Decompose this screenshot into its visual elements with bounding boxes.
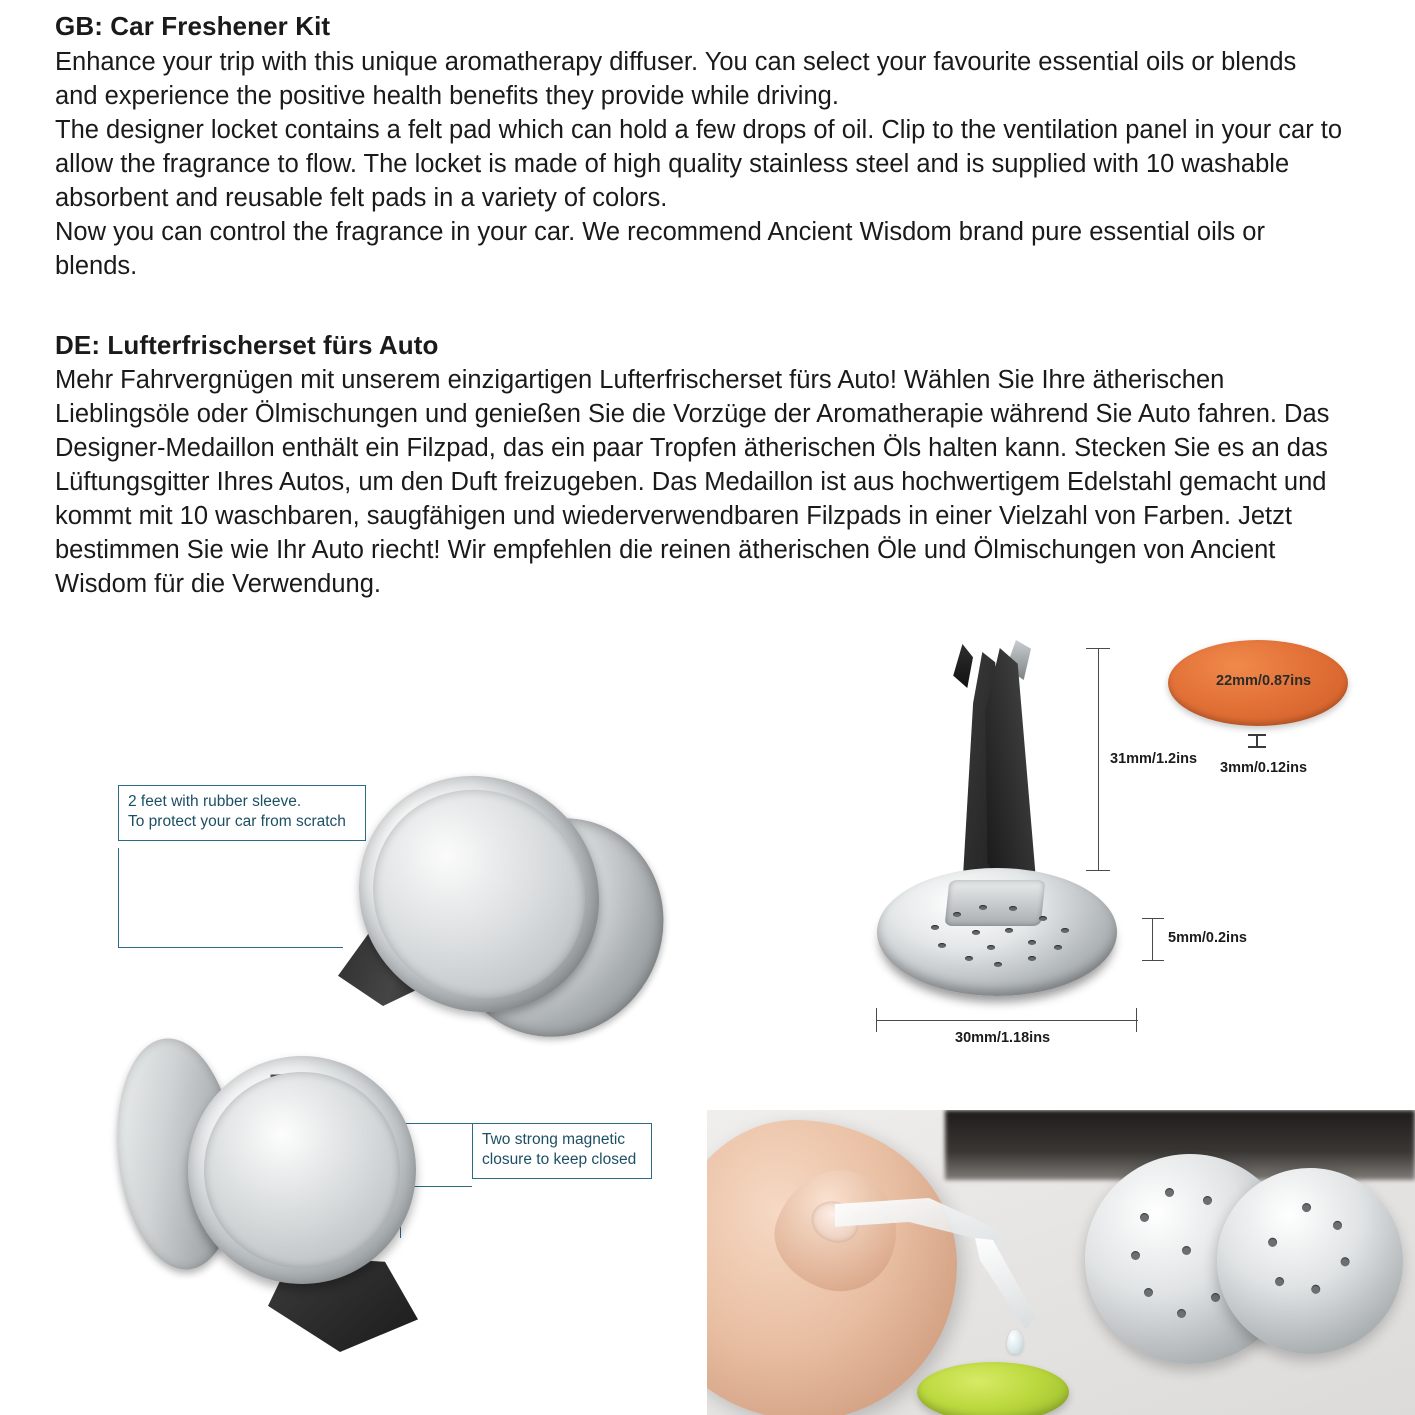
perforation-holes-group [366,787,593,1002]
figure-open-locket [100,1020,460,1400]
pipette-tip [975,1238,1057,1330]
dimension-diameter-label: 30mm/1.18ins [955,1030,1051,1046]
locket-bowl-holes [210,1078,394,1262]
callout-magnetic-closure-line-2: closure to keep closed [482,1151,637,1169]
callout-rubber-feet-line-1: 2 feet with rubber sleeve. [128,793,302,810]
dimension-diameter-line [876,1020,1138,1021]
dimension-diameter-tick-right [1136,1008,1137,1032]
dimension-pad-thickness-label: 3mm/0.12ins [1220,760,1308,776]
dimension-thickness-label: 5mm/0.2ins [1168,930,1247,946]
de-section-body [55,363,1345,601]
felt-pad-green [917,1362,1069,1415]
dimension-thickness-line [1152,918,1153,960]
dimension-thickness-tick-bottom [1142,960,1164,961]
section-spacer [55,283,1345,329]
gb-section-title: GB: Car Freshener Kit [55,11,331,41]
stand-tip-left [951,644,973,688]
callout-magnetic-closure-line-1: Two strong magnetic [482,1131,626,1148]
de-section-title: DE: Lufterfrischerset fürs Auto [55,329,439,360]
dimension-height-label: 31mm/1.2ins [1110,751,1198,767]
dimension-pad-diameter-label: 22mm/0.87ins [1216,673,1312,689]
gb-paragraph-1: Enhance your trip with this unique aromatherapy diffuser. You can select your favourite essential oils or blends and experience the positive health benefits they provide while driving. [55,47,1297,110]
oil-droplet [1007,1330,1023,1354]
base-perforation-holes [905,888,1091,980]
dimension-height-tick-top [1086,648,1110,649]
figure-applying-oil [707,1110,1415,1415]
figure-area [0,630,1415,1415]
magnet-bottom [300,1246,322,1261]
callout-rubber-feet-line-2: To protect your car from scratch [128,813,346,831]
blurred-locket-pair [1067,1144,1397,1394]
pipette-dropper [835,1198,1025,1338]
dimension-height-tick-bottom [1086,870,1110,871]
gb-paragraph-2: The designer locket contains a felt pad which can hold a few drops of oil. Clip to the ventilation panel in your car to allow the fragrance to flow. The locket is made of high quality stainless steel and is supplied with 10 washable absorbent and reusable felt pads in a variety of colors. [55,115,1343,212]
de-paragraph-1: Mehr Fahrvergnügen mit unserem einzigartigen Lufterfrischerset fürs Auto! Wählen Sie Ihre ätherischen Lieblingsöle oder Ölmischungen und genießen Sie die Vorzüge der Aromatherapie während Sie Auto fahren. Das Designer-Medaillon enthält ein Filzpad, das ein paar Tropfen ätherischen Öls halten kann. Stecken Sie es an das Lüftungsgitter Ihres Autos, um den Duft freizugeben. Das Medaillon ist aus hochwertigem Edelstahl gemacht und kommt mit 10 waschbaren, saugfähigen und wiederverwendbaren Filzpads in einer Vielzahl von Farben. Jetzt bestimmen Sie wie Ihr Auto riecht! Wir empfehlen die reinen ätherischen Öle und Ölmischungen von Ancient Wisdom für die Verwendung. [55,366,1330,599]
gb-paragraph-3: Now you can control the fragrance in your car. We recommend Ancient Wisdom brand pure essential oils or blends. [55,217,1265,280]
dimension-diameter-tick-left [876,1008,877,1032]
locket-bowl [188,1056,416,1284]
description-text-area [55,10,1345,601]
figure-diffuser-stand [855,630,1185,1050]
dimension-height-line [1098,648,1099,870]
dimension-pad-thickness-marker [1248,734,1266,748]
callout-rubber-feet-leader-vertical [118,848,119,948]
magnet-top [270,1074,292,1089]
gb-section-body [55,45,1345,283]
dimension-thickness-tick-top [1142,918,1164,919]
